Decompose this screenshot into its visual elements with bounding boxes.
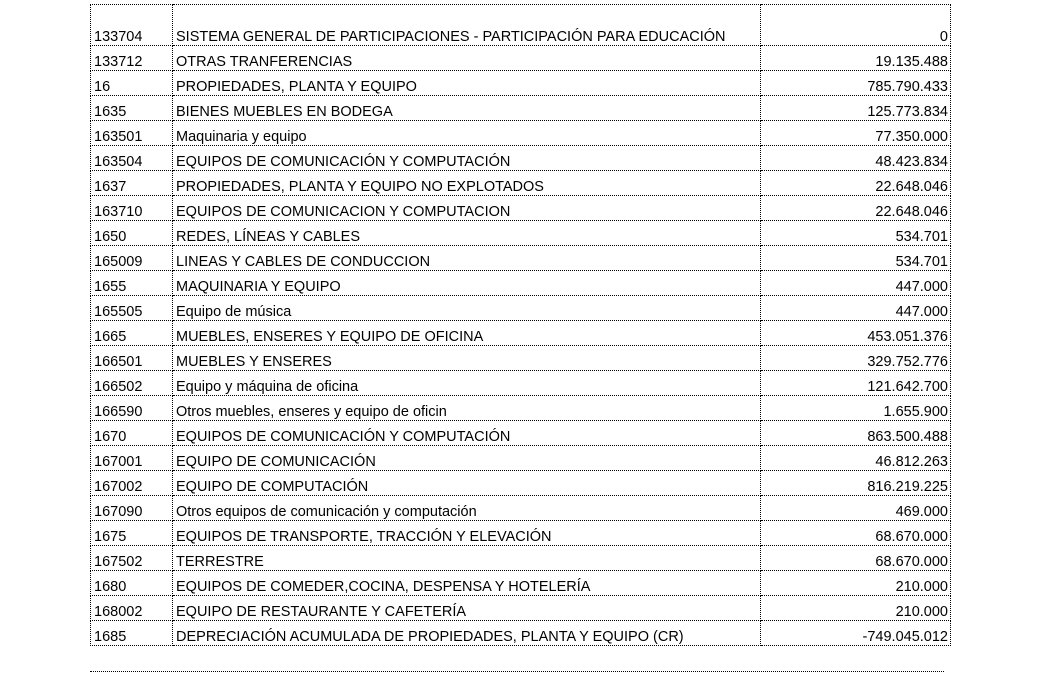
account-description-cell: EQUIPOS DE TRANSPORTE, TRACCIÓN Y ELEVACIÓN	[173, 521, 761, 546]
account-code-cell: 167001	[91, 446, 173, 471]
table-row	[91, 596, 951, 621]
table-row	[91, 196, 951, 221]
account-amount-cell: 447.000	[761, 296, 951, 321]
table-row	[91, 171, 951, 196]
table-row	[91, 5, 951, 46]
account-description-cell: Equipo y máquina de oficina	[173, 371, 761, 396]
account-amount-cell: 68.670.000	[761, 521, 951, 546]
account-description-cell: EQUIPO DE RESTAURANTE Y CAFETERÍA	[173, 596, 761, 621]
account-description-cell: DEPRECIACIÓN ACUMULADA DE PROPIEDADES, PLANTA Y EQUIPO (CR)	[173, 621, 761, 646]
account-description-cell: MUEBLES Y ENSERES	[173, 346, 761, 371]
account-amount-cell: 329.752.776	[761, 346, 951, 371]
account-code-cell: 16	[91, 71, 173, 96]
account-code-cell: 1637	[91, 171, 173, 196]
account-description-cell: EQUIPOS DE COMUNICACIÓN Y COMPUTACIÓN	[173, 146, 761, 171]
account-description-cell: PROPIEDADES, PLANTA Y EQUIPO	[173, 71, 761, 96]
account-amount-cell: 534.701	[761, 246, 951, 271]
account-amount-cell: 121.642.700	[761, 371, 951, 396]
account-description-cell: REDES, LÍNEAS Y CABLES	[173, 221, 761, 246]
account-description-cell: MUEBLES, ENSERES Y EQUIPO DE OFICINA	[173, 321, 761, 346]
account-code-cell: 1685	[91, 621, 173, 646]
account-amount-cell: 77.350.000	[761, 121, 951, 146]
table-row	[91, 521, 951, 546]
account-code-cell: 168002	[91, 596, 173, 621]
table-row	[91, 296, 951, 321]
account-code-cell: 133704	[91, 5, 173, 46]
account-amount-cell: 0	[761, 5, 951, 46]
account-code-cell: 167090	[91, 496, 173, 521]
account-description-cell: LINEAS Y CABLES DE CONDUCCION	[173, 246, 761, 271]
table-row	[91, 246, 951, 271]
account-amount-cell: 447.000	[761, 271, 951, 296]
account-amount-cell: 785.790.433	[761, 71, 951, 96]
account-description-cell: OTRAS TRANFERENCIAS	[173, 46, 761, 71]
account-description-cell: Otros muebles, enseres y equipo de oficin	[173, 396, 761, 421]
table-row	[91, 71, 951, 96]
account-amount-cell: 46.812.263	[761, 446, 951, 471]
account-amount-cell: 1.655.900	[761, 396, 951, 421]
table-row	[91, 121, 951, 146]
table-row	[91, 96, 951, 121]
account-description-cell: Otros equipos de comunicación y computación	[173, 496, 761, 521]
table-row	[91, 471, 951, 496]
account-description-cell: MAQUINARIA Y EQUIPO	[173, 271, 761, 296]
account-code-cell: 1675	[91, 521, 173, 546]
account-code-cell: 165505	[91, 296, 173, 321]
table-row	[91, 496, 951, 521]
table-row	[91, 346, 951, 371]
account-code-cell: 166502	[91, 371, 173, 396]
account-description-cell: EQUIPOS DE COMUNICACIÓN Y COMPUTACIÓN	[173, 421, 761, 446]
accounts-table-body	[91, 5, 951, 646]
account-amount-cell: 816.219.225	[761, 471, 951, 496]
account-description-cell: TERRESTRE	[173, 546, 761, 571]
table-row	[91, 271, 951, 296]
table-row	[91, 546, 951, 571]
table-row	[91, 321, 951, 346]
account-description-cell: BIENES MUEBLES EN BODEGA	[173, 96, 761, 121]
account-amount-cell: 19.135.488	[761, 46, 951, 71]
cut-off-row	[90, 671, 944, 676]
account-description-cell: PROPIEDADES, PLANTA Y EQUIPO NO EXPLOTADOS	[173, 171, 761, 196]
account-code-cell: 167002	[91, 471, 173, 496]
table-row	[91, 46, 951, 71]
account-code-cell: 163710	[91, 196, 173, 221]
account-amount-cell: 48.423.834	[761, 146, 951, 171]
account-description-cell: EQUIPOS DE COMEDER,COCINA, DESPENSA Y HOTELERÍA	[173, 571, 761, 596]
account-code-cell: 166590	[91, 396, 173, 421]
account-description-cell: Maquinaria y equipo	[173, 121, 761, 146]
account-description-cell: SISTEMA GENERAL DE PARTICIPACIONES - PARTICIPACIÓN PARA EDUCACIÓN	[173, 5, 761, 46]
account-code-cell: 1680	[91, 571, 173, 596]
account-amount-cell: 210.000	[761, 571, 951, 596]
account-amount-cell: 863.500.488	[761, 421, 951, 446]
account-code-cell: 1655	[91, 271, 173, 296]
account-description-cell: EQUIPOS DE COMUNICACION Y COMPUTACION	[173, 196, 761, 221]
table-row	[91, 421, 951, 446]
table-row	[91, 371, 951, 396]
account-code-cell: 166501	[91, 346, 173, 371]
account-code-cell: 1665	[91, 321, 173, 346]
account-amount-cell: -749.045.012	[761, 621, 951, 646]
account-code-cell: 1635	[91, 96, 173, 121]
account-amount-cell: 210.000	[761, 596, 951, 621]
table-row	[91, 621, 951, 646]
account-code-cell: 165009	[91, 246, 173, 271]
table-row	[91, 396, 951, 421]
account-amount-cell: 453.051.376	[761, 321, 951, 346]
account-amount-cell: 534.701	[761, 221, 951, 246]
account-description-cell: EQUIPO DE COMUNICACIÓN	[173, 446, 761, 471]
accounts-table	[90, 4, 951, 646]
account-code-cell: 1670	[91, 421, 173, 446]
account-amount-cell: 125.773.834	[761, 96, 951, 121]
account-description-cell: EQUIPO DE COMPUTACIÓN	[173, 471, 761, 496]
account-code-cell: 167502	[91, 546, 173, 571]
table-row	[91, 571, 951, 596]
account-amount-cell: 469.000	[761, 496, 951, 521]
account-code-cell: 163504	[91, 146, 173, 171]
account-amount-cell: 68.670.000	[761, 546, 951, 571]
table-row	[91, 146, 951, 171]
table-row	[91, 446, 951, 471]
account-code-cell: 1650	[91, 221, 173, 246]
account-amount-cell: 22.648.046	[761, 196, 951, 221]
table-row	[91, 221, 951, 246]
account-code-cell: 133712	[91, 46, 173, 71]
account-amount-cell: 22.648.046	[761, 171, 951, 196]
account-code-cell: 163501	[91, 121, 173, 146]
account-description-cell: Equipo de música	[173, 296, 761, 321]
